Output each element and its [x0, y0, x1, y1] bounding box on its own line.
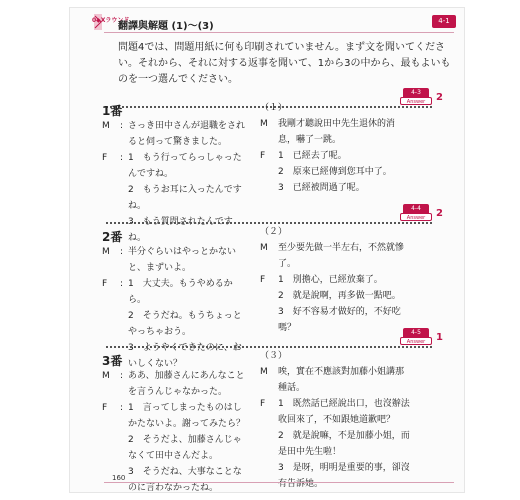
option-2: 2 そうだよ、加藤さんじゃなくて田中さんだよ。 — [128, 435, 242, 461]
japanese-dialogue-1: M : さっき田中さんが退職をされると伺って驚きました。 F : 1 もう行ってらっしゃったんですね。 2 もうお耳に入ったんですね。 3 もう質問されたんですね。 — [102, 118, 250, 246]
track-label: 4-3 — [403, 88, 429, 97]
option-3: 3 是呀，明明是重要的事，卻沒有告訴她。 — [278, 463, 410, 489]
track-label: 4-5 — [403, 328, 429, 337]
speaker: F — [260, 275, 266, 285]
footer-divider — [104, 482, 454, 483]
chinese-translation-1 — [260, 100, 410, 196]
answer-tag-2 — [400, 204, 432, 222]
answer-label: Answer — [400, 213, 432, 221]
dialogue-line: ああ、加藤さんにあんなことを言うんじゃなかった。 — [128, 371, 245, 397]
speaker: M — [260, 119, 268, 129]
speaker: F — [260, 151, 266, 161]
japanese-dialogue-3: M : ああ、加藤さんにあんなことを言うんじゃなかった。 F : 1 言ってしまったものはしかたないよ。謝ってみたら？ 2 そうだよ、加藤さんじゃなくて田中さんだよ。 3 そうだね、大事なことなのに言わなかったね。 — [102, 368, 250, 496]
option-2: 2 もうお耳に入ったんですね。 — [128, 185, 242, 211]
answer-number-3: 1 — [436, 332, 443, 343]
answer-tag-3 — [400, 328, 432, 346]
option-1: 1 已經去了呢。 — [278, 151, 347, 161]
option-2: 2 就是說嘛，不是加藤小姐，而是田中先生啦！ — [278, 431, 410, 457]
speaker: M — [260, 367, 268, 377]
track-label: 4-4 — [403, 204, 429, 213]
chinese-translation-3 — [260, 348, 410, 492]
option-1: 1 言ってしまったものはしかたないよ。謝ってみたら？ — [128, 403, 246, 429]
option-1: 1 既然話已經說出口，也沒辦法收回來了，不如跟她道歉吧？ — [278, 399, 410, 425]
logo-text: 0◆Xラウンド — [92, 17, 130, 24]
option-2: 2 就是說啊，再多做一點吧。 — [278, 291, 401, 301]
question-title-1: 1番 — [102, 104, 123, 118]
translation-title: （３） — [260, 351, 288, 361]
option-3: 3 もう質問されたんですね。 — [128, 217, 233, 243]
speaker: F — [260, 399, 266, 409]
dialogue-line: さっき田中さんが退職をされると伺って驚きました。 — [128, 121, 246, 147]
answer-label: Answer — [400, 337, 432, 345]
speaker: M — [102, 247, 110, 257]
question-title-2: 2番 — [102, 230, 123, 244]
instructions-text: 問題4では、問題用紙に何も印刷されていません。まず文を聞いてください。それから、それに対する返事を聞いて、1から3の中から、最もよいものを一つ選んでください。 — [118, 42, 451, 85]
speaker: M — [102, 121, 110, 131]
japanese-dialogue-2: M : 半分ぐらいはやっとかないと、まずいよ。 F : 1 大丈夫。もうやめるから。 2 そうだね。もうちょっとやっちゃおう。 3 ようやくできたのに、おいしくない？ — [102, 244, 250, 372]
dialogue-line: 唉，實在不應該對加藤小姐講那種話。 — [278, 367, 405, 393]
answer-number-1: 2 — [436, 92, 443, 103]
option-1: 1 別擔心，已經放棄了。 — [278, 275, 383, 285]
option-3: 3 ようやくできたのに、おいしくない？ — [128, 343, 242, 369]
question-title-3: 3番 — [102, 354, 123, 368]
option-2: 2 原來已經傳到您耳中了。 — [278, 167, 392, 177]
answer-number-2: 2 — [436, 208, 443, 219]
speaker: M — [102, 371, 110, 381]
track-badge[interactable]: 4-1 — [432, 15, 456, 28]
header-divider — [104, 32, 454, 33]
dialogue-line: 至少要先做一半左右，不然就慘了。 — [278, 243, 405, 269]
page-title: 翻譯與解題 (1)～(3) — [118, 21, 214, 32]
speaker: F — [102, 153, 108, 163]
translation-title: （２） — [260, 227, 288, 237]
speaker: F — [102, 403, 108, 413]
speaker: M — [260, 243, 268, 253]
option-2: 2 そうだね。もうちょっとやっちゃおう。 — [128, 311, 242, 337]
option-3: 3 好不容易才做好的，不好吃嗎？ — [278, 307, 401, 333]
translation-title: （１） — [260, 103, 288, 113]
dialogue-line: 我剛才聽說田中先生退休的消息，嚇了一跳。 — [278, 119, 396, 145]
option-3: 3 已經被問過了呢。 — [278, 183, 365, 193]
option-1: 1 大丈夫。もうやめるから。 — [128, 279, 233, 305]
dialogue-line: 半分ぐらいはやっとかないと、まずいよ。 — [128, 247, 237, 273]
speaker: F — [102, 279, 108, 289]
page-number: 160 — [112, 474, 126, 482]
chinese-translation-2 — [260, 224, 410, 336]
option-3: 3 そうだね、大事なことなのに言わなかったね。 — [128, 467, 242, 493]
option-1: 1 もう行ってらっしゃったんですね。 — [128, 153, 242, 179]
answer-label: Answer — [400, 97, 432, 105]
